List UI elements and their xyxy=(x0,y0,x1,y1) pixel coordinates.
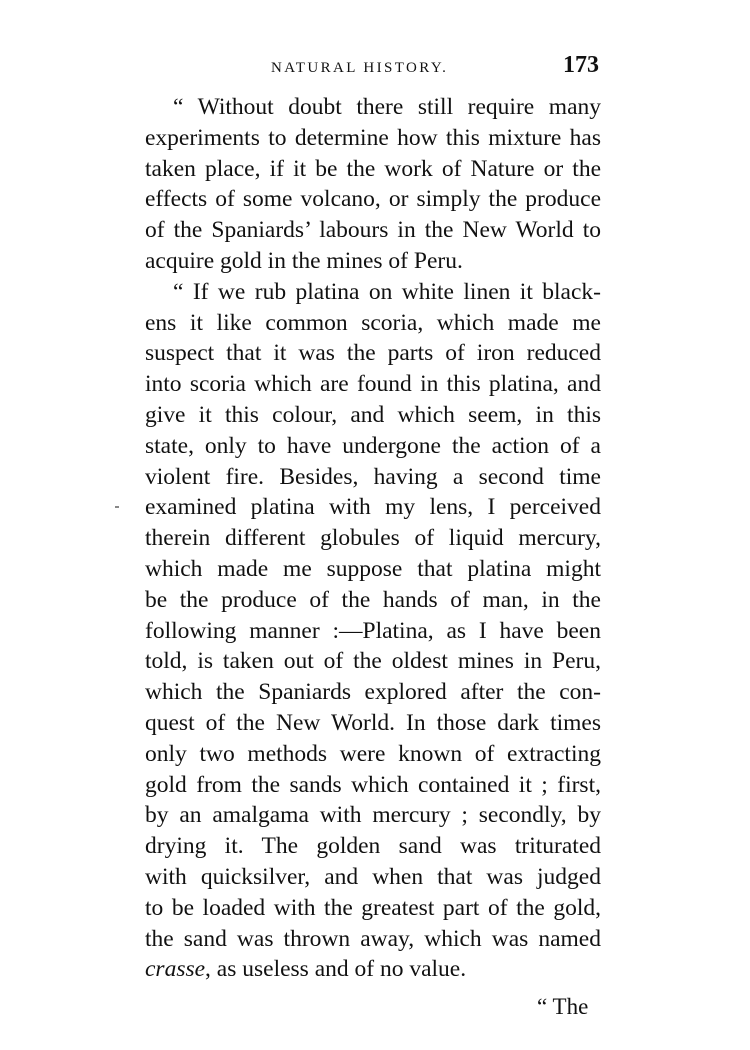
text-line: only two methods were known of extracting xyxy=(145,740,601,767)
text-line: which the Spaniards explored after the con- xyxy=(145,679,601,706)
text-line: of the Spaniards’ labours in the New World to xyxy=(145,217,601,244)
text-line: drying it. The golden sand was triturated xyxy=(145,833,601,860)
body-text xyxy=(145,92,601,985)
text-line: effects of some volcano, or simply the produce xyxy=(145,186,601,213)
text-line: “ If we rub platina on white linen it black- xyxy=(173,278,601,305)
text-line: by an amalgama with mercury ; secondly, by xyxy=(145,802,601,829)
text-line: into scoria which are found in this platina, and xyxy=(145,371,601,398)
text-line: acquire gold in the mines of Peru. xyxy=(145,247,463,274)
page-header xyxy=(145,54,601,84)
text-line: following manner :—Platina, as I have been xyxy=(145,617,601,644)
catchword: “ The xyxy=(537,994,589,1019)
paragraph xyxy=(145,92,601,277)
final-text-line xyxy=(145,954,601,985)
text-line: ens it like common scoria, which made me xyxy=(145,309,601,336)
text-line: with quicksilver, and when that was judged xyxy=(145,863,601,890)
text-line: told, is taken out of the oldest mines in Peru, xyxy=(145,648,601,675)
text-line: quest of the New World. In those dark times xyxy=(145,709,601,736)
text-line: therein different globules of liquid mercury, xyxy=(145,525,601,552)
text-line: violent fire. Besides, having a second time xyxy=(145,463,601,490)
text-line: give it this colour, and which seem, in this xyxy=(145,401,601,428)
page-number: 173 xyxy=(563,52,599,78)
text-line: suspect that it was the parts of iron reduced xyxy=(145,340,601,367)
text-line: gold from the sands which contained it ; first, xyxy=(145,771,601,798)
final-line-rest: , as useless and of no value. xyxy=(205,956,467,983)
margin-speck xyxy=(115,506,119,508)
text-line: which made me suppose that platina might xyxy=(145,555,601,582)
text-line: “ Without doubt there still require many xyxy=(173,94,601,120)
text-line: taken place, if it be the work of Nature or the xyxy=(145,155,601,182)
running-head: NATURAL HISTORY. xyxy=(271,60,449,76)
text-line: experiments to determine how this mixture has xyxy=(145,124,601,151)
text-line: state, only to have undergone the action of a xyxy=(145,432,601,459)
text-line: the sand was thrown away, which was named xyxy=(145,925,601,952)
text-line: be the produce of the hands of man, in the xyxy=(145,586,601,613)
paragraph xyxy=(145,277,601,985)
italic-term: crasse xyxy=(145,956,206,983)
text-line: examined platina with my lens, I perceived xyxy=(145,494,601,521)
text-line: to be loaded with the greatest part of the gold, xyxy=(145,894,601,921)
